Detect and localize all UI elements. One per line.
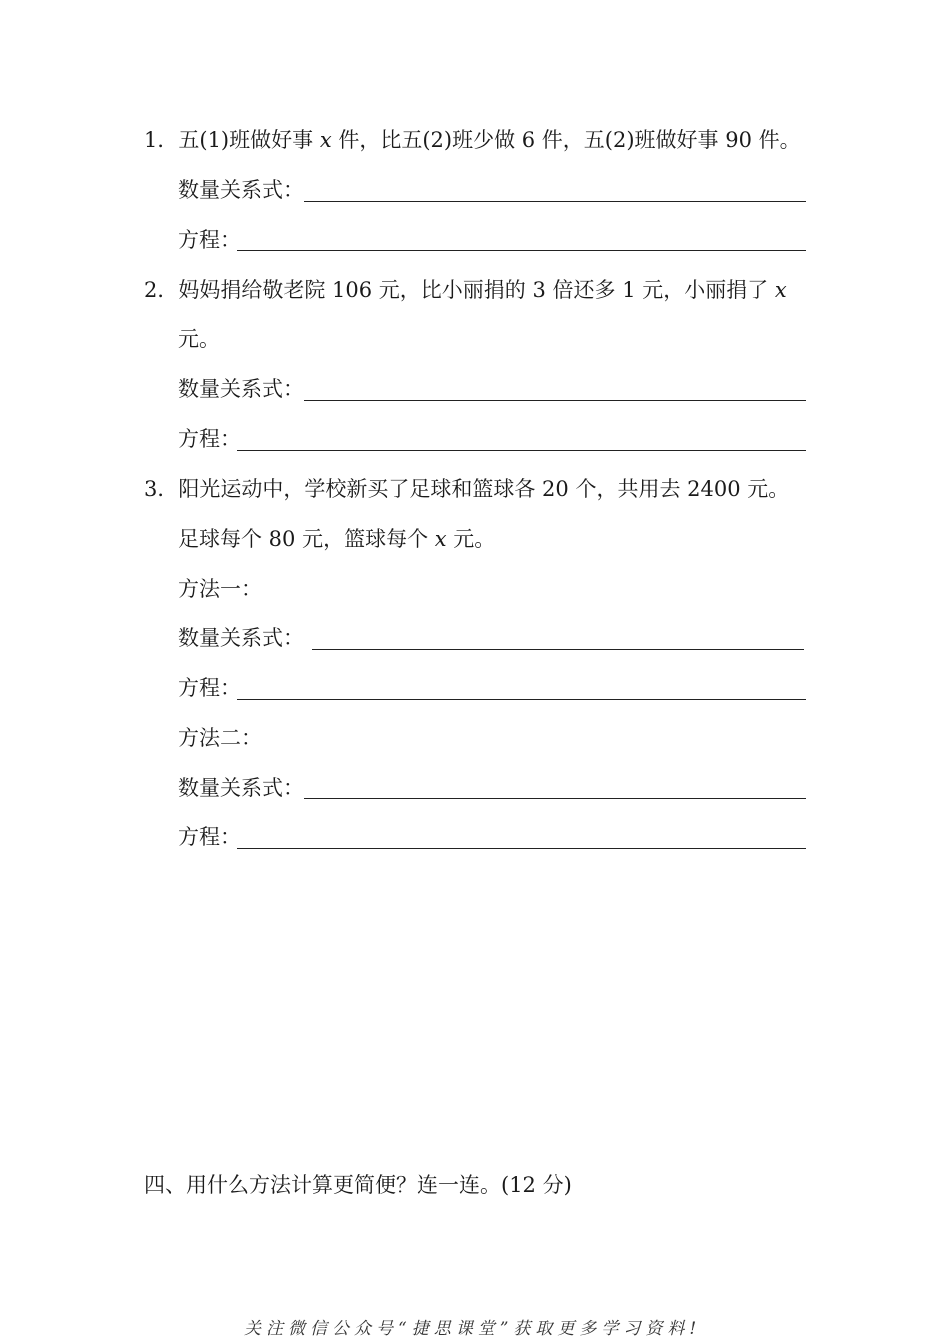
problem-3-method1-label: 方法一： [178,577,262,601]
problem-1-equation-label: 方程： [178,228,241,252]
problem-1-statement [144,125,801,155]
problem-1-text-b: 件，比五(2)班少做 6 件，五(2)班做好事 90 件。 [338,128,801,152]
problem-2-number: 2． [144,278,179,302]
problem-3-method2-relation-blank[interactable] [304,798,806,799]
problem-1-equation-blank[interactable] [237,250,806,251]
problem-3-method1-equation-blank[interactable] [237,699,806,700]
problem-3-method2-relation-label: 数量关系式： [178,776,304,800]
problem-3-number: 3． [144,477,179,501]
footer-text: 关注微信公众号“捷思课堂”获取更多学习资料! [244,1319,702,1339]
problem-2-variable: x [774,278,787,302]
problem-3-statement [144,474,789,504]
problem-2-text-cont: 元。 [178,327,220,351]
problem-1-number: 1． [144,128,179,152]
problem-2-relation-blank[interactable] [304,400,806,401]
problem-3-text-a: 阳光运动中，学校新买了足球和篮球各 20 个，共用去 2400 元。 [178,477,790,501]
problem-1-variable: x [319,128,332,152]
problem-2-text-a: 妈妈捐给敬老院 106 元，比小丽捐的 3 倍还多 1 元，小丽捐了 [178,278,769,302]
problem-2-statement [144,275,787,305]
problem-1-text-a: 五(1)班做好事 [178,128,314,152]
problem-1-relation-label: 数量关系式： [178,178,304,202]
problem-2-equation-blank[interactable] [237,450,806,451]
section-four-title: 四、用什么方法计算更简便？连一连。(12 分) [144,1173,572,1197]
problem-3-method2-equation-label: 方程： [178,825,241,849]
problem-3-method2-label: 方法二： [178,726,262,750]
problem-2-relation-label: 数量关系式： [178,377,304,401]
problem-2-equation-label: 方程： [178,427,241,451]
problem-3-text-cont-b: 元。 [453,527,496,551]
problem-3-variable: x [434,527,447,551]
problem-3-method1-relation-label: 数量关系式： [178,626,304,650]
problem-3-method1-relation-blank[interactable] [312,649,804,650]
problem-3-method1-equation-label: 方程： [178,676,241,700]
problem-3-text-cont-a: 足球每个 80 元，篮球每个 [178,527,429,551]
problem-1-relation-blank[interactable] [304,201,806,202]
problem-3-text-cont [178,524,495,554]
problem-3-method2-equation-blank[interactable] [237,848,806,849]
